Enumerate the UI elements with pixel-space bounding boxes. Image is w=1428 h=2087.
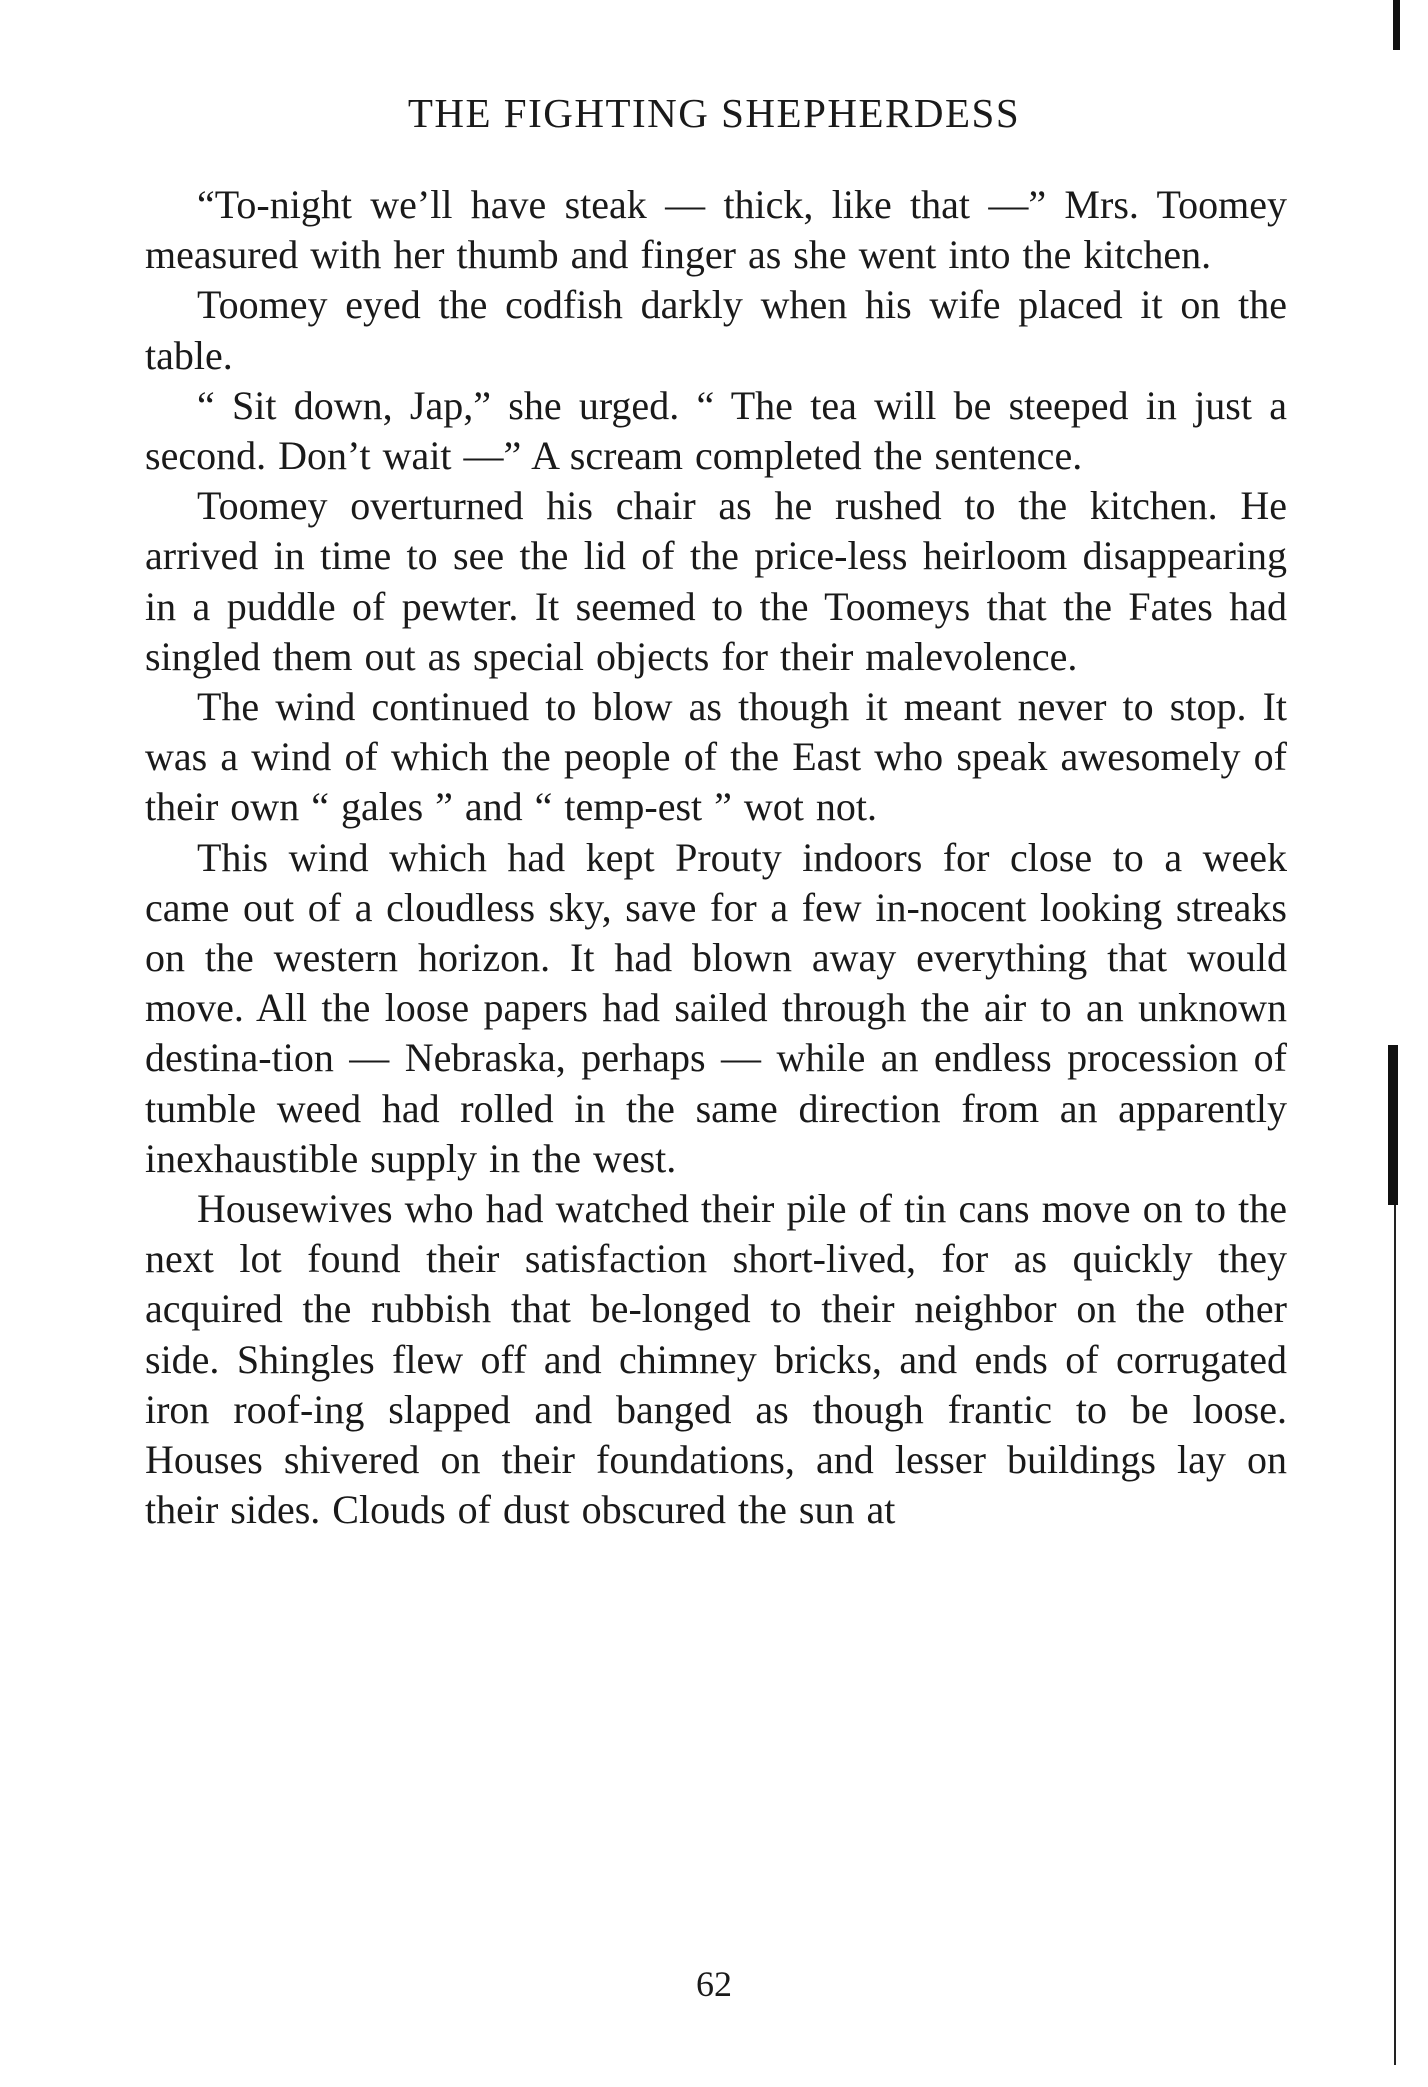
body-text: [145, 180, 1287, 1535]
scan-edge-mark-top: [1393, 0, 1400, 50]
paragraph-5: The wind continued to blow as though it meant never to stop. It was a wind of which the people of the East who speak awesomely of their own “ gales ” and “ temp-est ” wot not.: [145, 684, 1287, 830]
paragraph-7: Housewives who had watched their pile of tin cans move on to the next lot found their satisfaction short-lived, for as quickly they acquired the rubbish that be-longed to their neighbor on the other side. Shingles flew off and chimney bricks, and ends of corrugated iron roof-ing slapped and banged as though frantic to be loose. Houses shivered on their foundations, and lesser buildings lay on their sides. Clouds of dust obscured the sun at: [145, 1186, 1287, 1533]
running-title: THE FIGHTING SHEPHERDESS: [407, 90, 1021, 136]
paragraph-1: “To-night we’ll have steak — thick, like that —” Mrs. Toomey measured with her thumb and finger as she went into the kitchen.: [145, 182, 1287, 278]
paragraph-3: “ Sit down, Jap,” she urged. “ The tea will be steeped in just a second. Don’t wait —” A scream completed the sentence.: [145, 382, 1287, 479]
paragraph-4: Toomey overturned his chair as he rushed to the kitchen. He arrived in time to see the lid of the price-less heirloom disappearing in a puddle of pewter. It seemed to the Toomeys that the Fates had singled them out as special objects for their malevolence.: [145, 483, 1287, 679]
page-number: 62: [696, 1964, 732, 2004]
scan-edge-line: [1394, 1205, 1396, 2065]
scan-edge-mark-middle: [1388, 1045, 1398, 1205]
paragraph-6: This wind which had kept Prouty indoors for close to a week came out of a cloudless sky, save for a few in-nocent looking streaks on the western horizon. It had blown away everything that would move. All the loose papers had sailed through the air to an unknown destina-tion — Nebraska, perhaps — while an endless procession of tumble weed had rolled in the same direction from an apparently inexhaustible supply in the west.: [145, 834, 1287, 1181]
paragraph-2: Toomey eyed the codfish darkly when his wife placed it on the table.: [145, 282, 1287, 378]
